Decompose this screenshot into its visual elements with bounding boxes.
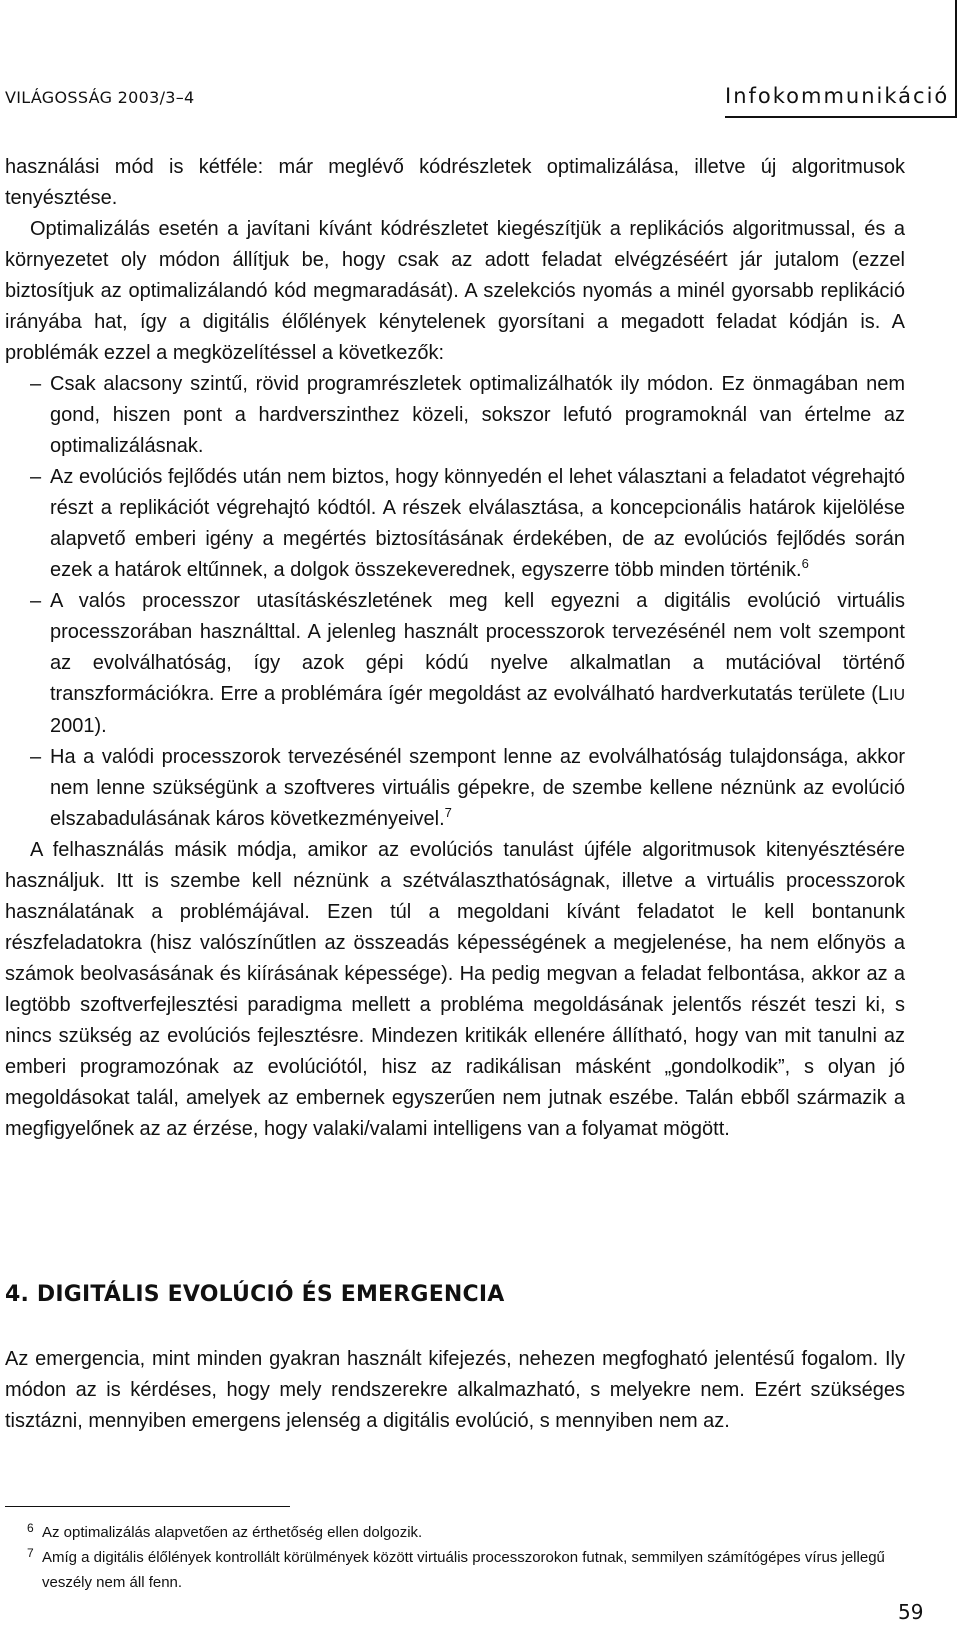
header-horizontal-rule bbox=[725, 116, 956, 118]
header-vertical-rule bbox=[955, 0, 957, 118]
dash-marker: – bbox=[30, 746, 42, 768]
citation-initial: L bbox=[877, 683, 889, 705]
footnote-number: 7 bbox=[27, 1546, 34, 1560]
list-item bbox=[5, 462, 905, 586]
citation-smallcaps: IU bbox=[889, 687, 905, 704]
footnote bbox=[27, 1545, 907, 1595]
list-item bbox=[5, 586, 905, 742]
footnote-text: Az optimalizálás alapvetően az érthetőség ellen dolgozik. bbox=[42, 1524, 423, 1541]
section-paragraph: Az emergencia, mint minden gyakran használt kifejezés, nehezen megfogható jelentésű fogalom. Ily módon az is kérdéses, hogy mely rendszerekre alkalmazható, s melyekre nem. Ezért szükséges tisztázni, mennyiben emergens jelenség a digitális evolúció, s mennyiben nem az. bbox=[5, 1348, 905, 1432]
paragraph-3: A felhasználás másik módja, amikor az evolúciós tanulást újféle algoritmusok kitenyésztésére használjuk. Itt is szembe kell néznünk a szétválaszthatóságnak, illetve a virtuális processzorok használatának a problémájával. Ezen túl a megoldani kívánt feladatot le kell bontanunk részfeladatokra (hisz valószínűtlen az összeadás képességének a megjelenése, ha nem előnyös a számok beolvasásának és kiírásának képessége). Ha pedig megvan a feladat felbontása, akkor az a legtöbb szoftverfejlesztési paradigma mellett a probléma megoldásának jelentős részét teszi ki, s nincs szükség az evolúciós fejlesztésre. Mindezen kritikák ellenére állítható, hogy van mit tanulni az emberi programozónak az evolúciótól, hisz az radikálisan másként „gondolkodik”, s olyan jó megoldásokat talál, amelyek az embernek egyszerűen nem jutnak eszébe. Talán ebből származik a megfigyelőnek az az érzése, hogy valaki/valami intelligens van a folyamat mögött. bbox=[5, 839, 905, 1140]
page-number: 59 bbox=[898, 1600, 924, 1624]
footnote-ref: 7 bbox=[444, 805, 452, 820]
dash-marker: – bbox=[30, 466, 42, 488]
footnote-separator bbox=[5, 1506, 290, 1507]
footnote bbox=[27, 1520, 907, 1545]
list-item-text: A valós processzor utasításkészletének meg kell egyezni a digitális evolúció virtuális processzorában használttal. A jelenleg használt processzorok tervezésénél nem volt szempont az evolválhatóság, így azok gépi kódú nyelve alkalmatlan a mutációval történő transzformációkra. Erre a problémára ígér megoldást az evolválható hardverkutatás területe ( bbox=[50, 590, 905, 705]
dash-marker: – bbox=[30, 590, 42, 612]
footnote-number: 6 bbox=[27, 1521, 34, 1535]
list-item bbox=[5, 742, 905, 835]
list-item-text: Csak alacsony szintű, rövid programrészletek optimalizálhatók ily módon. Ez önmagában nem gond, hiszen pont a hardverszinthez közeli, sokszor lefutó programoknál van értelme az optimalizálásnak. bbox=[50, 373, 905, 457]
footnote-ref: 6 bbox=[801, 556, 809, 571]
paragraph-1: használási mód is kétféle: már meglévő kódrészletek optimalizálása, illetve új algoritmusok tenyésztése. bbox=[5, 156, 905, 209]
paragraph-2: Optimalizálás esetén a javítani kívánt kódrészletet kiegészítjük a replikációs algoritmussal, és a környezetet oly módon állítjuk be, hogy csak az adott feladat elvégzéséért jár jutalom (ezzel biztosítjuk az optimalizálandó kód megmaradását). A szelekciós nyomás a minél gyorsabb replikáció irányába hat, így a digitális élőlények kénytelenek gyorsítani a megadott feladat kódján is. A problémák ezzel a megközelítéssel a következők: bbox=[5, 218, 905, 364]
section-title: Infokommunikáció bbox=[725, 84, 950, 108]
body-text bbox=[5, 152, 905, 1145]
list-item-text: Ha a valódi processzorok tervezésénél szempont lenne az evolválhatóság tulajdonsága, akkor nem lenne szükségünk a szoftveres virtuális gépekre, de szembe kellene néznünk az evolúció elszabadulásának káros következményeivel. bbox=[50, 746, 905, 830]
footnote-text: Amíg a digitális élőlények kontrollált körülmények között virtuális processzorokon futnak, semmilyen számítógépes vírus jellegű veszély nem áll fenn. bbox=[42, 1549, 885, 1591]
list-item-text: Az evolúciós fejlődés után nem biztos, hogy könnyedén el lehet választani a feladatot végrehajtó részt a replikációt végrehajtó kódtól. A részek elválasztása, a koncepcionális határok kijelölése alapvető emberi igény a megértés biztosításának érdekében, de az evolúciós fejlődés során ezek a határok eltűnnek, a dolgok összekeverednek, egyszerre több minden történik. bbox=[50, 466, 905, 581]
dash-marker: – bbox=[30, 373, 42, 395]
citation-year: 2001). bbox=[50, 715, 107, 737]
journal-title: VILÁGOSSÁG 2003/3–4 bbox=[5, 88, 195, 107]
list-item bbox=[5, 369, 905, 462]
section-heading: 4. DIGITÁLIS EVOLÚCIÓ ÉS EMERGENCIA bbox=[5, 1282, 505, 1307]
